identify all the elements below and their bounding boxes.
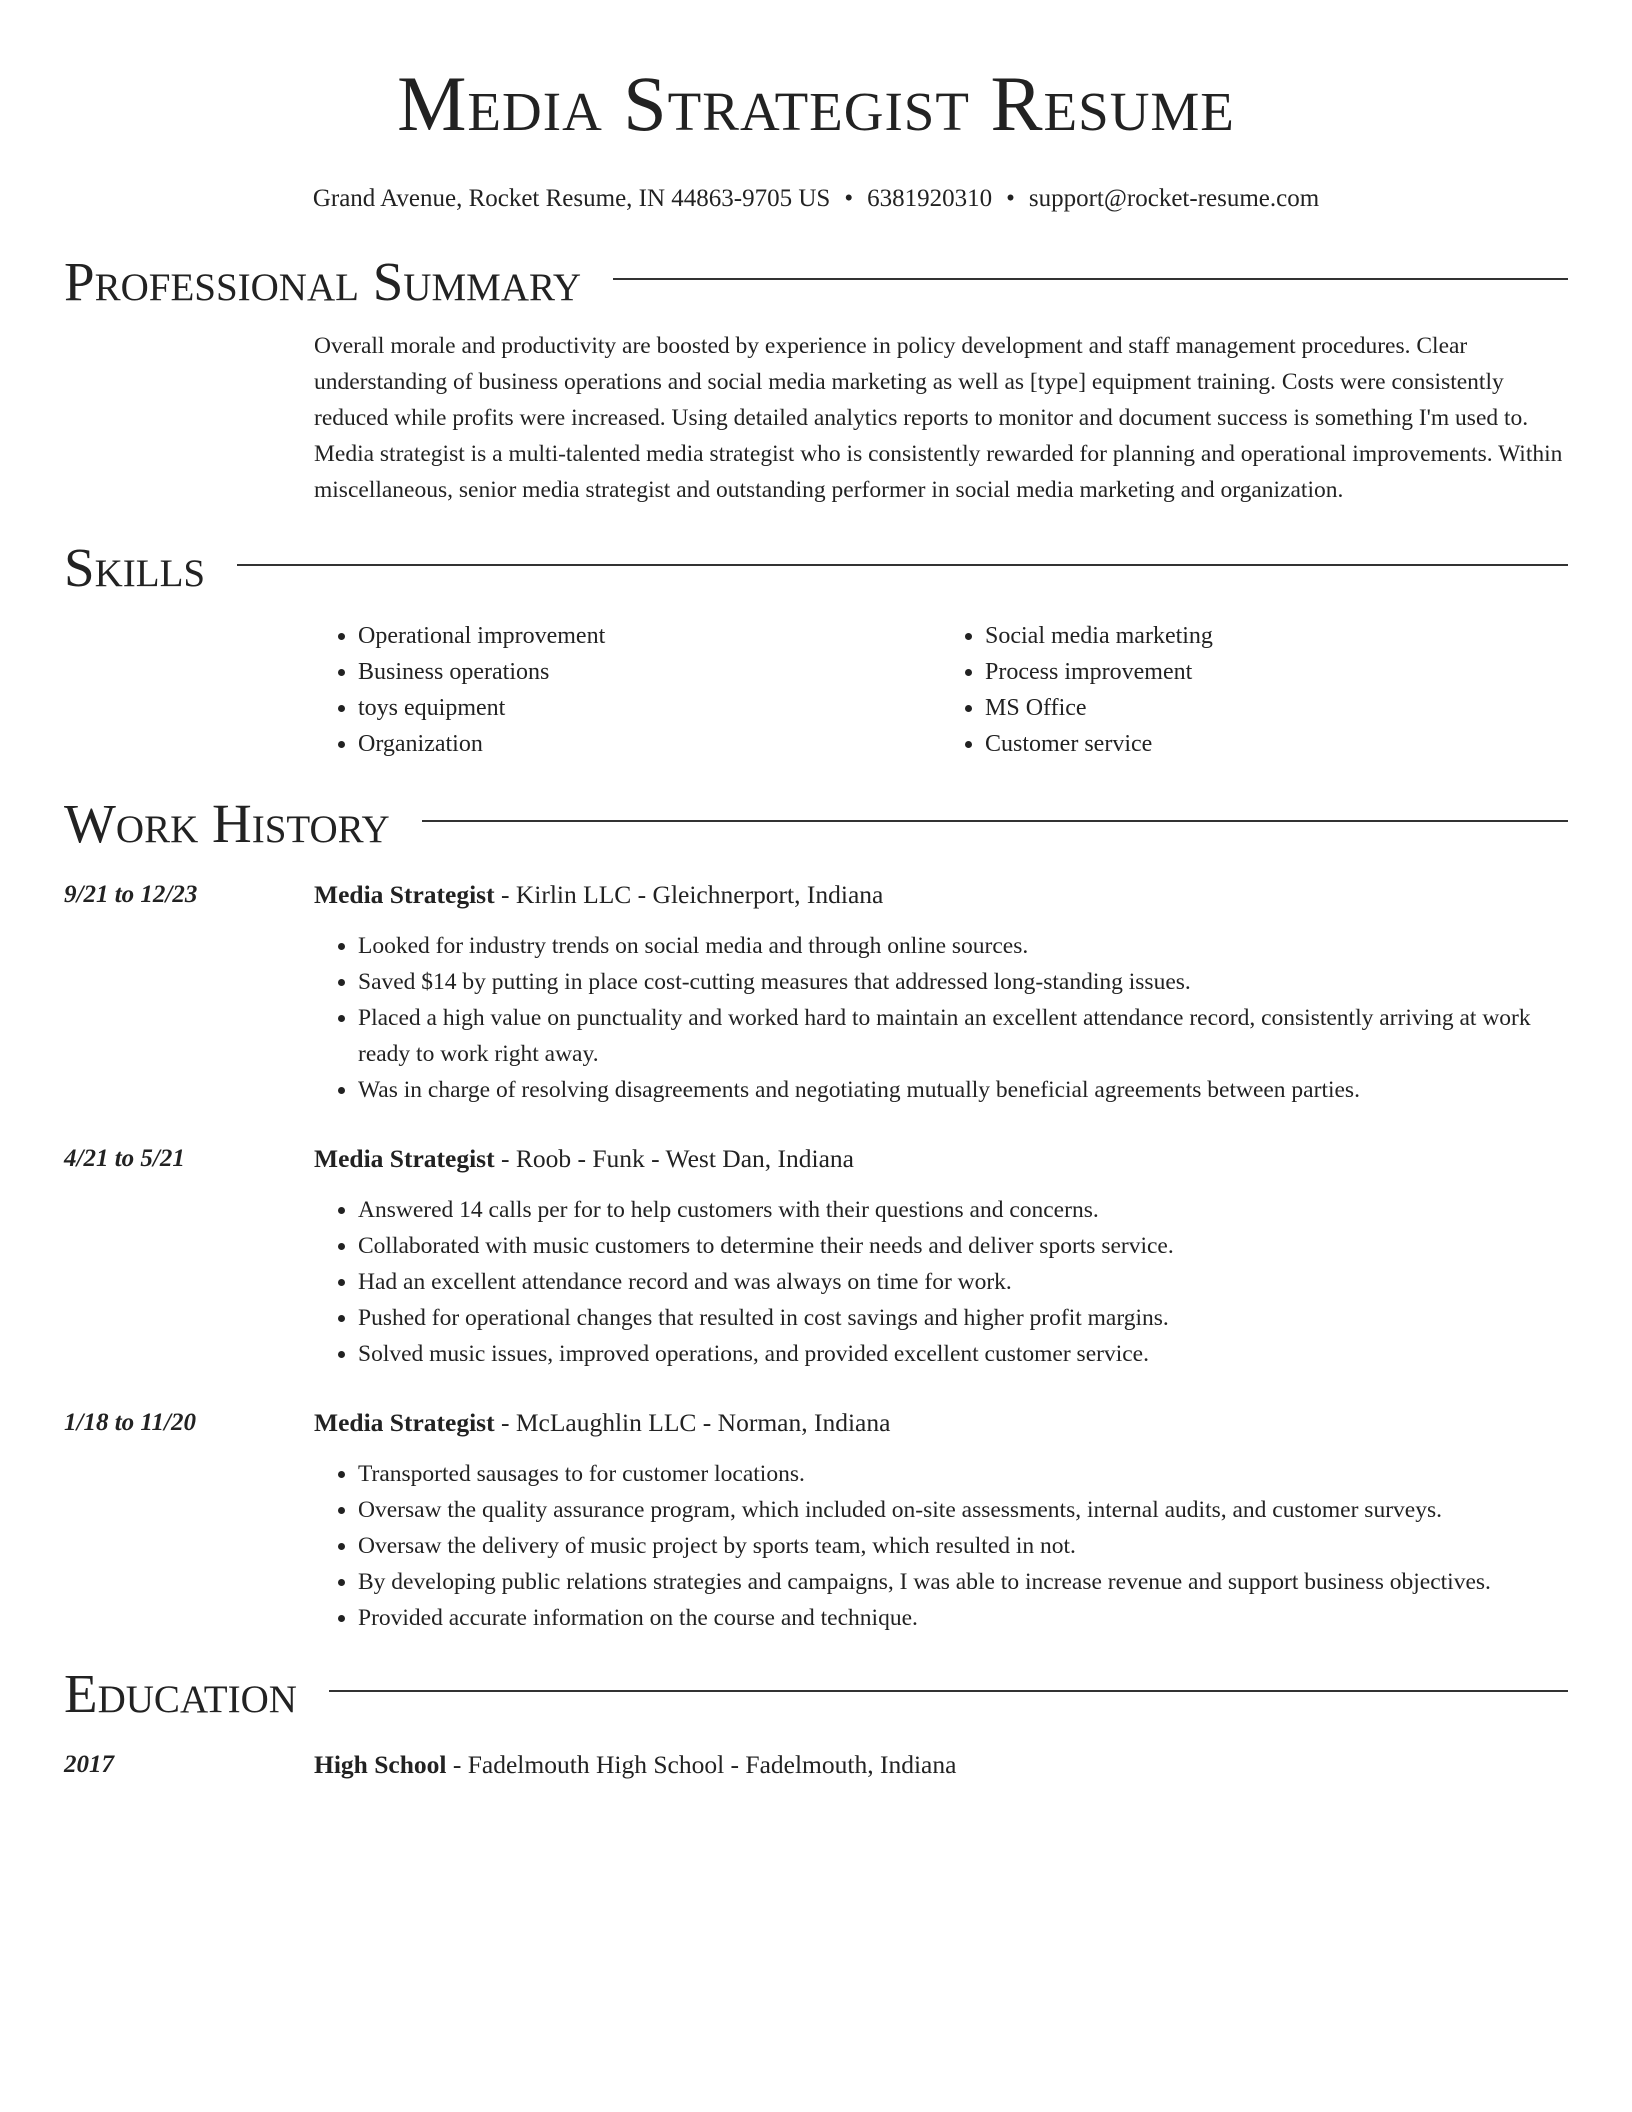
skills-column-left [314,618,941,762]
contact-email: support@rocket-resume.com [1028,185,1320,212]
job-bullets [314,1456,1568,1636]
job-entry [64,1142,1568,1372]
education-section [64,1664,1568,1782]
section-divider [422,820,1568,822]
skills-header [64,538,1568,598]
job-dates: 9/21 to 12/23 [64,881,198,908]
job-body [314,1142,1568,1372]
work-header [64,794,1568,854]
job-bullet: • By developing public relations strategies and campaigns, I was able to increase revenue and support business objectives. [358,1564,1568,1600]
skill-item: • Operational improvement [358,618,941,654]
job-entry [64,878,1568,1108]
education-header [64,1664,1568,1724]
skill-item: • MS Office [985,690,1568,726]
contact-phone: 6381920310 [867,185,993,212]
job-bullet: • Answered 14 calls per for to help customers with their questions and concerns. [358,1192,1568,1228]
job-dates: 1/18 to 11/20 [64,1409,196,1436]
job-details: - Kirlin LLC - Gleichnerport, Indiana [494,880,884,909]
work-title: Work History [64,793,390,854]
skill-item: • Process improvement [985,654,1568,690]
skill-item: • Social media marketing [985,618,1568,654]
job-bullets [314,1192,1568,1372]
skills-column-right [941,618,1568,762]
job-bullet: • Oversaw the quality assurance program, which included on-site assessments, internal audits, and customer surveys. [358,1492,1568,1528]
skill-item: • Organization [358,726,941,762]
job-body [314,1406,1568,1636]
job-bullet: • Provided accurate information on the course and technique. [358,1600,1568,1636]
job-bullet: • Was in charge of resolving disagreements and negotiating mutually beneficial agreements between parties. [358,1072,1568,1108]
contact-separator: • [844,185,854,212]
job-role: Media Strategist [314,1408,495,1437]
work-section [64,794,1568,1636]
job-details: - Roob - Funk - West Dan, Indiana [494,1144,854,1173]
job-role: Media Strategist [314,1144,495,1173]
job-bullet: • Pushed for operational changes that resulted in cost savings and higher profit margins. [358,1300,1568,1336]
section-divider [237,564,1568,566]
job-bullet: • Looked for industry trends on social media and through online sources. [358,928,1568,964]
skill-item: • toys equipment [358,690,941,726]
job-bullet: • Saved $14 by putting in place cost-cutting measures that addressed long-standing issues. [358,964,1568,1000]
section-divider [329,1690,1568,1692]
job-details: - McLaughlin LLC - Norman, Indiana [494,1408,891,1437]
education-details: - Fadelmouth High School - Fadelmouth, Indiana [446,1750,957,1779]
job-bullets [314,928,1568,1108]
contact-line [64,184,1568,214]
education-title: Education [64,1663,297,1724]
summary-section [64,252,1568,508]
job-bullet: • Collaborated with music customers to determine their needs and deliver sports service. [358,1228,1568,1264]
summary-text: Overall morale and productivity are boosted by experience in policy development and staff management procedures. Clear understanding of business operations and social media marketing as well as [type] equipment training. Costs were consistently reduced while profits were increased. Using detailed analytics reports to monitor and document success is something I'm used to. Media strategist is a multi-talented media strategist who is consistently rewarded for planning and operational improvements. Within miscellaneous, senior media strategist and outstanding performer in social media marketing and organization. [314,333,1563,503]
education-body [314,1748,1568,1782]
job-bullet: • Placed a high value on punctuality and worked hard to maintain an excellent attendance record, consistently arriving at work ready to work right away. [358,1000,1568,1072]
summary-title: Professional Summary [64,251,582,312]
job-bullet: • Transported sausages to for customer locations. [358,1456,1568,1492]
contact-separator: • [1006,185,1015,212]
skill-item: • Customer service [985,726,1568,762]
skill-item: • Business operations [358,654,941,690]
job-heading [314,1142,1568,1176]
skills-section [64,538,1568,762]
job-dates: 4/21 to 5/21 [64,1145,185,1172]
job-heading [314,878,1568,912]
job-bullet: • Solved music issues, improved operations, and provided excellent customer service. [358,1336,1568,1372]
job-bullet: • Oversaw the delivery of music project by sports team, which resulted in not. [358,1528,1568,1564]
job-role: Media Strategist [314,880,495,909]
job-bullet: • Had an excellent attendance record and was always on time for work. [358,1264,1568,1300]
skills-grid [314,618,1568,762]
education-year: 2017 [64,1751,114,1778]
summary-header [64,252,1568,312]
section-divider [613,278,1568,280]
job-entry [64,1406,1568,1636]
education-heading [314,1748,1568,1782]
contact-address: Grand Avenue, Rocket Resume, IN 44863-9705 US [312,185,831,212]
skills-title: Skills [64,537,206,598]
education-entry [64,1748,1568,1782]
job-heading [314,1406,1568,1440]
resume-title: Media Strategist Resume [397,60,1235,147]
education-degree: High School [314,1750,447,1779]
job-body [314,878,1568,1108]
